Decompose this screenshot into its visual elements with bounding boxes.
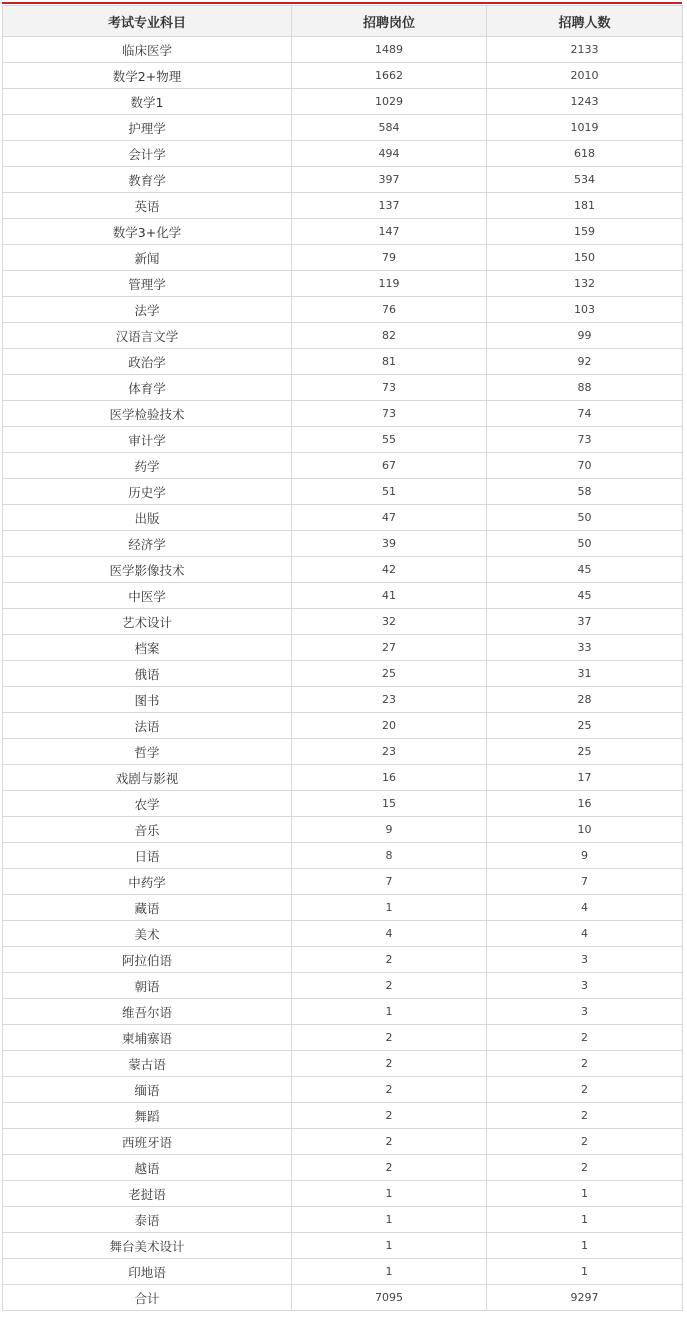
headcount-cell: 618 — [487, 141, 683, 167]
subject-cell: 维吾尔语 — [3, 999, 292, 1025]
subject-cell: 中药学 — [3, 869, 292, 895]
headcount-cell: 1 — [487, 1207, 683, 1233]
subject-cell: 音乐 — [3, 817, 292, 843]
positions-cell: 2 — [292, 1025, 487, 1051]
positions-cell: 1 — [292, 1207, 487, 1233]
headcount-cell: 7 — [487, 869, 683, 895]
subject-cell: 中医学 — [3, 583, 292, 609]
table-row — [3, 193, 683, 219]
subject-cell: 哲学 — [3, 739, 292, 765]
positions-cell: 2 — [292, 973, 487, 999]
headcount-cell: 99 — [487, 323, 683, 349]
table-row — [3, 89, 683, 115]
subject-cell: 经济学 — [3, 531, 292, 557]
subject-cell: 戏剧与影视 — [3, 765, 292, 791]
headcount-cell: 28 — [487, 687, 683, 713]
headcount-cell: 2010 — [487, 63, 683, 89]
subject-cell: 医学影像技术 — [3, 557, 292, 583]
headcount-cell: 181 — [487, 193, 683, 219]
subject-cell: 朝语 — [3, 973, 292, 999]
subject-cell: 西班牙语 — [3, 1129, 292, 1155]
header-positions: 招聘岗位 — [292, 6, 487, 37]
positions-cell: 1 — [292, 1233, 487, 1259]
subject-cell: 数学1 — [3, 89, 292, 115]
table-row — [3, 115, 683, 141]
subject-cell: 柬埔寨语 — [3, 1025, 292, 1051]
headcount-cell: 25 — [487, 739, 683, 765]
table-header — [3, 6, 683, 37]
table-row — [3, 297, 683, 323]
table-row — [3, 141, 683, 167]
subject-cell: 老挝语 — [3, 1181, 292, 1207]
subject-cell: 艺术设计 — [3, 609, 292, 635]
table-row — [3, 271, 683, 297]
table-row — [3, 791, 683, 817]
positions-cell: 23 — [292, 739, 487, 765]
positions-cell: 1 — [292, 1181, 487, 1207]
subject-cell: 出版 — [3, 505, 292, 531]
positions-cell: 397 — [292, 167, 487, 193]
headcount-cell: 534 — [487, 167, 683, 193]
headcount-cell: 17 — [487, 765, 683, 791]
subject-cell: 汉语言文学 — [3, 323, 292, 349]
headcount-cell: 9 — [487, 843, 683, 869]
positions-cell: 584 — [292, 115, 487, 141]
headcount-cell: 50 — [487, 531, 683, 557]
headcount-cell: 88 — [487, 375, 683, 401]
subject-cell: 美术 — [3, 921, 292, 947]
table-row — [3, 609, 683, 635]
positions-cell: 32 — [292, 609, 487, 635]
table-row — [3, 973, 683, 999]
positions-cell: 73 — [292, 375, 487, 401]
headcount-cell: 2 — [487, 1051, 683, 1077]
table-row — [3, 1077, 683, 1103]
subject-cell: 数学3+化学 — [3, 219, 292, 245]
headcount-cell: 10 — [487, 817, 683, 843]
subject-cell: 新闻 — [3, 245, 292, 271]
table-row — [3, 375, 683, 401]
positions-cell: 1 — [292, 1259, 487, 1285]
headcount-cell: 92 — [487, 349, 683, 375]
recruitment-table — [2, 5, 683, 1311]
subject-cell: 药学 — [3, 453, 292, 479]
table-row — [3, 999, 683, 1025]
table-row — [3, 401, 683, 427]
positions-cell: 76 — [292, 297, 487, 323]
subject-cell: 舞蹈 — [3, 1103, 292, 1129]
subject-cell: 英语 — [3, 193, 292, 219]
positions-cell: 15 — [292, 791, 487, 817]
subject-cell: 俄语 — [3, 661, 292, 687]
subject-cell: 医学检验技术 — [3, 401, 292, 427]
positions-cell: 2 — [292, 1155, 487, 1181]
table-row — [3, 817, 683, 843]
positions-cell: 20 — [292, 713, 487, 739]
positions-cell: 119 — [292, 271, 487, 297]
subject-cell: 合计 — [3, 1285, 292, 1311]
top-accent-line — [2, 2, 682, 4]
header-headcount: 招聘人数 — [487, 6, 683, 37]
table-row — [3, 1103, 683, 1129]
positions-cell: 41 — [292, 583, 487, 609]
table-row — [3, 453, 683, 479]
positions-cell: 7095 — [292, 1285, 487, 1311]
table-row — [3, 947, 683, 973]
headcount-cell: 1019 — [487, 115, 683, 141]
table-row — [3, 843, 683, 869]
positions-cell: 7 — [292, 869, 487, 895]
subject-cell: 档案 — [3, 635, 292, 661]
positions-cell: 81 — [292, 349, 487, 375]
headcount-cell: 33 — [487, 635, 683, 661]
positions-cell: 2 — [292, 1129, 487, 1155]
headcount-cell: 1 — [487, 1259, 683, 1285]
table-row — [3, 687, 683, 713]
headcount-cell: 3 — [487, 947, 683, 973]
headcount-cell: 1 — [487, 1233, 683, 1259]
table-row — [3, 531, 683, 557]
table-row — [3, 245, 683, 271]
positions-cell: 2 — [292, 1103, 487, 1129]
table-body — [3, 37, 683, 1311]
headcount-cell: 58 — [487, 479, 683, 505]
positions-cell: 1 — [292, 999, 487, 1025]
header-subject: 考试专业科目 — [3, 6, 292, 37]
positions-cell: 79 — [292, 245, 487, 271]
table-row — [3, 63, 683, 89]
headcount-cell: 1243 — [487, 89, 683, 115]
headcount-cell: 132 — [487, 271, 683, 297]
subject-cell: 会计学 — [3, 141, 292, 167]
subject-cell: 日语 — [3, 843, 292, 869]
positions-cell: 1489 — [292, 37, 487, 63]
header-row — [3, 6, 683, 37]
table-row — [3, 323, 683, 349]
positions-cell: 1029 — [292, 89, 487, 115]
table-row — [3, 713, 683, 739]
headcount-cell: 2133 — [487, 37, 683, 63]
headcount-cell: 103 — [487, 297, 683, 323]
positions-cell: 9 — [292, 817, 487, 843]
table-row — [3, 1129, 683, 1155]
subject-cell: 图书 — [3, 687, 292, 713]
subject-cell: 舞台美术设计 — [3, 1233, 292, 1259]
table-row — [3, 921, 683, 947]
positions-cell: 4 — [292, 921, 487, 947]
subject-cell: 农学 — [3, 791, 292, 817]
positions-cell: 27 — [292, 635, 487, 661]
headcount-cell: 16 — [487, 791, 683, 817]
headcount-cell: 70 — [487, 453, 683, 479]
table-row — [3, 557, 683, 583]
headcount-cell: 45 — [487, 557, 683, 583]
subject-cell: 历史学 — [3, 479, 292, 505]
positions-cell: 494 — [292, 141, 487, 167]
positions-cell: 42 — [292, 557, 487, 583]
subject-cell: 临床医学 — [3, 37, 292, 63]
table-row — [3, 505, 683, 531]
subject-cell: 管理学 — [3, 271, 292, 297]
table-row — [3, 479, 683, 505]
table-row — [3, 1207, 683, 1233]
headcount-cell: 4 — [487, 921, 683, 947]
headcount-cell: 74 — [487, 401, 683, 427]
headcount-cell: 1 — [487, 1181, 683, 1207]
headcount-cell: 159 — [487, 219, 683, 245]
subject-cell: 缅语 — [3, 1077, 292, 1103]
headcount-cell: 50 — [487, 505, 683, 531]
table-row — [3, 427, 683, 453]
subject-cell: 教育学 — [3, 167, 292, 193]
positions-cell: 47 — [292, 505, 487, 531]
positions-cell: 8 — [292, 843, 487, 869]
table-row — [3, 1051, 683, 1077]
positions-cell: 73 — [292, 401, 487, 427]
positions-cell: 51 — [292, 479, 487, 505]
headcount-cell: 45 — [487, 583, 683, 609]
headcount-cell: 4 — [487, 895, 683, 921]
positions-cell: 1 — [292, 895, 487, 921]
positions-cell: 137 — [292, 193, 487, 219]
positions-cell: 25 — [292, 661, 487, 687]
headcount-cell: 3 — [487, 973, 683, 999]
table-row — [3, 895, 683, 921]
table-row — [3, 635, 683, 661]
headcount-cell: 73 — [487, 427, 683, 453]
headcount-cell: 37 — [487, 609, 683, 635]
table-row — [3, 739, 683, 765]
subject-cell: 体育学 — [3, 375, 292, 401]
positions-cell: 147 — [292, 219, 487, 245]
table-row — [3, 219, 683, 245]
table-row — [3, 765, 683, 791]
table-row — [3, 661, 683, 687]
table-row — [3, 1025, 683, 1051]
headcount-cell: 31 — [487, 661, 683, 687]
subject-cell: 审计学 — [3, 427, 292, 453]
table-row — [3, 349, 683, 375]
subject-cell: 蒙古语 — [3, 1051, 292, 1077]
subject-cell: 政治学 — [3, 349, 292, 375]
headcount-cell: 9297 — [487, 1285, 683, 1311]
subject-cell: 泰语 — [3, 1207, 292, 1233]
headcount-cell: 2 — [487, 1025, 683, 1051]
headcount-cell: 150 — [487, 245, 683, 271]
table-row — [3, 583, 683, 609]
positions-cell: 2 — [292, 1051, 487, 1077]
table-row — [3, 869, 683, 895]
positions-cell: 67 — [292, 453, 487, 479]
table-row — [3, 1233, 683, 1259]
positions-cell: 55 — [292, 427, 487, 453]
positions-cell: 39 — [292, 531, 487, 557]
positions-cell: 16 — [292, 765, 487, 791]
headcount-cell: 3 — [487, 999, 683, 1025]
headcount-cell: 2 — [487, 1155, 683, 1181]
positions-cell: 2 — [292, 947, 487, 973]
headcount-cell: 2 — [487, 1077, 683, 1103]
subject-cell: 藏语 — [3, 895, 292, 921]
subject-cell: 法语 — [3, 713, 292, 739]
positions-cell: 2 — [292, 1077, 487, 1103]
headcount-cell: 2 — [487, 1129, 683, 1155]
subject-cell: 法学 — [3, 297, 292, 323]
positions-cell: 1662 — [292, 63, 487, 89]
positions-cell: 23 — [292, 687, 487, 713]
table-row — [3, 1181, 683, 1207]
total-row — [3, 1285, 683, 1311]
positions-cell: 82 — [292, 323, 487, 349]
subject-cell: 越语 — [3, 1155, 292, 1181]
headcount-cell: 2 — [487, 1103, 683, 1129]
headcount-cell: 25 — [487, 713, 683, 739]
table-row — [3, 37, 683, 63]
table-row — [3, 1155, 683, 1181]
subject-cell: 数学2+物理 — [3, 63, 292, 89]
subject-cell: 阿拉伯语 — [3, 947, 292, 973]
table-row — [3, 167, 683, 193]
subject-cell: 印地语 — [3, 1259, 292, 1285]
table-row — [3, 1259, 683, 1285]
subject-cell: 护理学 — [3, 115, 292, 141]
